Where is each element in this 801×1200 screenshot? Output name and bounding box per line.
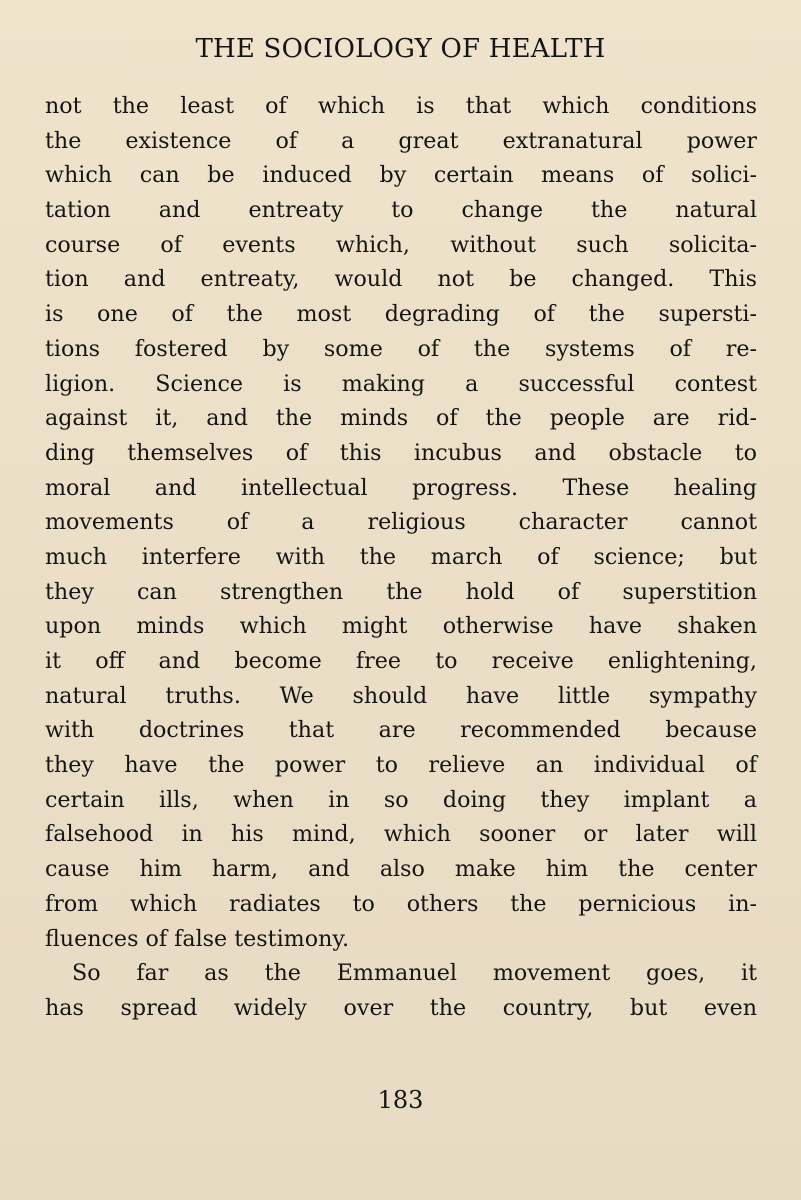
text-line: with doctrines that are recommended because (45, 717, 757, 744)
text-line: tation and entreaty to change the natural (45, 197, 757, 224)
body-text (45, 89, 757, 1026)
running-head: THE SOCIOLOGY OF HEALTH (195, 34, 606, 64)
text-line: cause him harm, and also make him the center (45, 856, 757, 883)
text-line: course of events which, without such solicita- (45, 231, 757, 258)
text-line: fluences of false testimony. (45, 925, 350, 952)
text-line: ding themselves of this incubus and obstacle to (45, 439, 757, 466)
text-line: much interfere with the march of science; but (45, 543, 757, 570)
text-line: it off and become free to receive enlightening, (45, 648, 757, 674)
text-line: the existence of a great extranatural power (45, 127, 757, 154)
text-line: falsehood in his mind, which sooner or later will (45, 821, 757, 848)
text-line: they can strengthen the hold of superstition (45, 578, 757, 605)
text-line: natural truths. We should have little sympathy (45, 682, 757, 709)
text-line: So far as the Emmanuel movement goes, it (72, 960, 757, 987)
text-line: movements of a religious character cannot (45, 509, 757, 536)
text-line: they have the power to relieve an individual of (45, 752, 757, 779)
text-line: tion and entreaty, would not be changed. This (45, 266, 757, 293)
text-line: which can be induced by certain means of solici- (45, 162, 757, 189)
text-line: certain ills, when in so doing they implant a (45, 786, 757, 813)
text-line: from which radiates to others the pernicious in- (45, 890, 757, 917)
text-line: moral and intellectual progress. These healing (45, 474, 757, 501)
text-line: upon minds which might otherwise have shaken (45, 613, 757, 640)
text-line: against it, and the minds of the people are rid- (45, 405, 757, 432)
text-line: has spread widely over the country, but even (45, 994, 757, 1021)
text-line: not the least of which is that which conditions (45, 93, 757, 119)
page-number: 183 (377, 1086, 424, 1114)
text-line: tions fostered by some of the systems of re- (45, 335, 757, 362)
text-line: is one of the most degrading of the supersti- (45, 301, 757, 328)
text-line: ligion. Science is making a successful contest (45, 370, 757, 397)
